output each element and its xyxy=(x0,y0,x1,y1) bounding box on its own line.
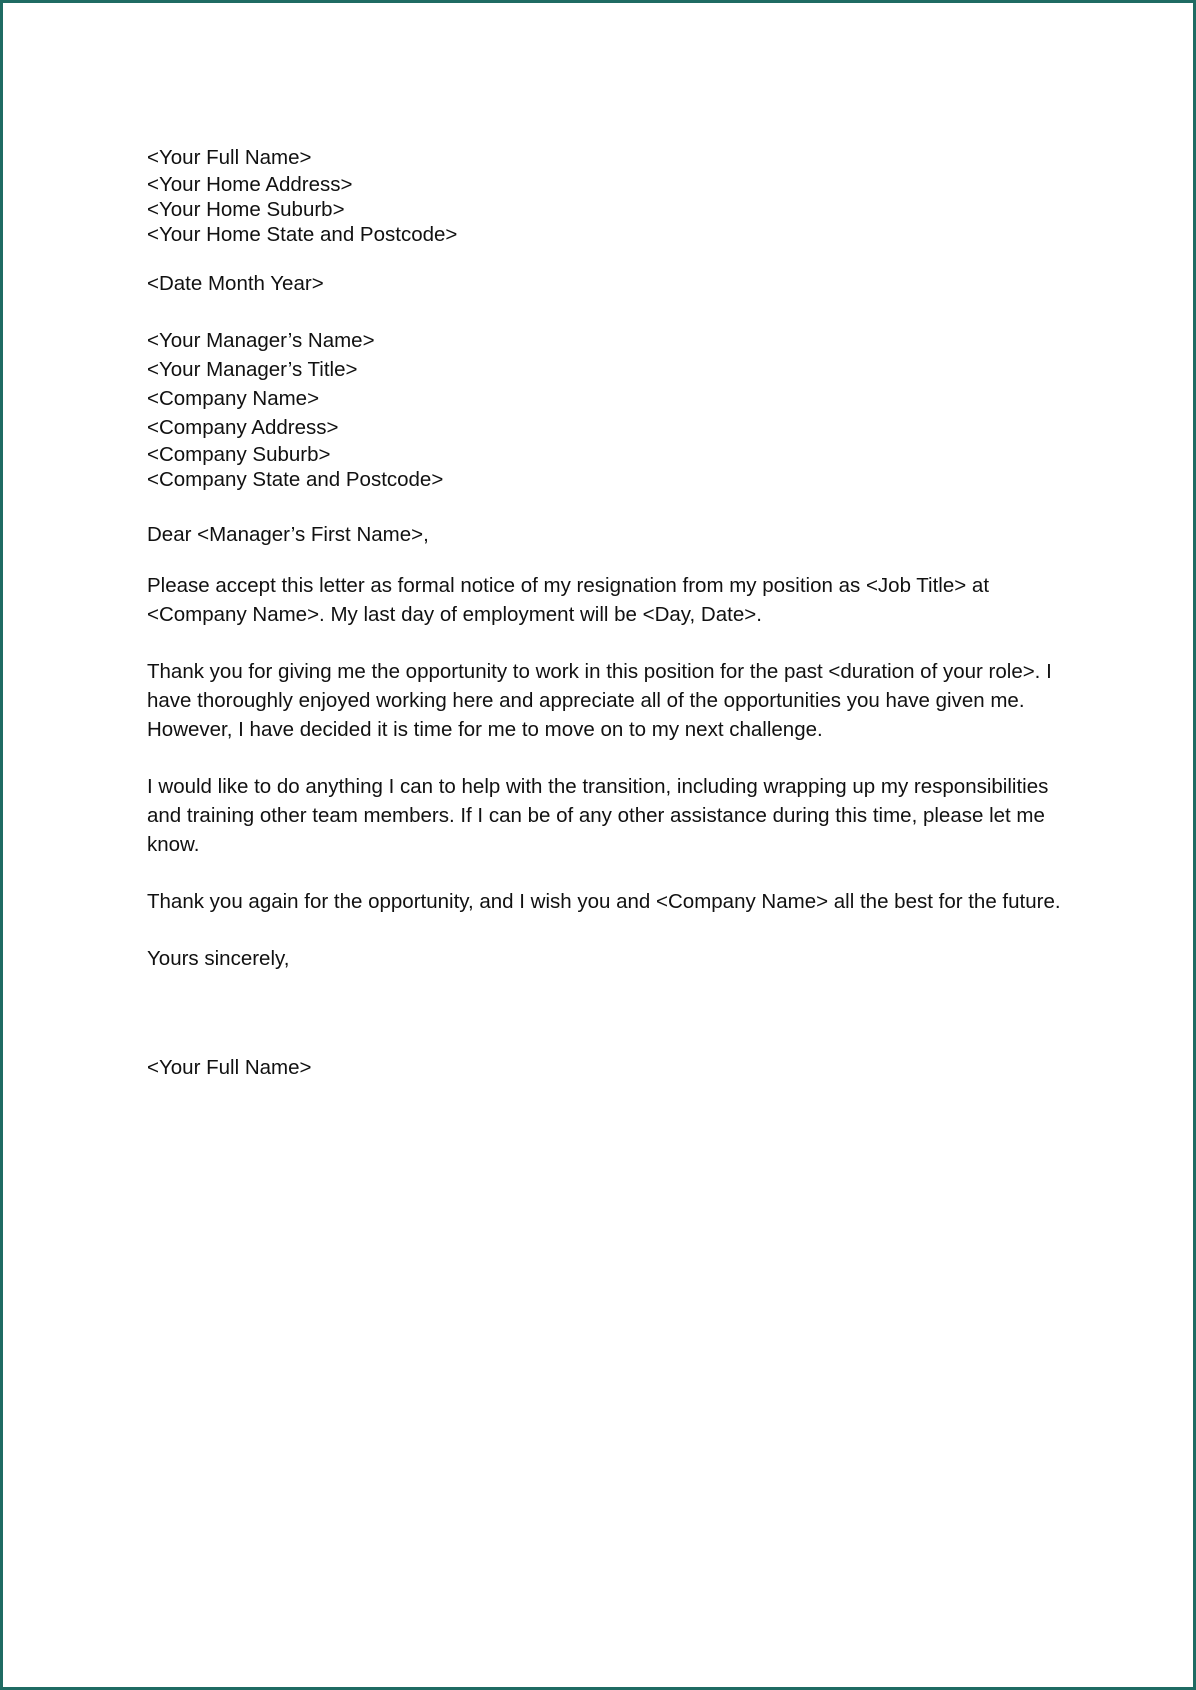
recipient-manager-name: <Your Manager’s Name> xyxy=(147,329,375,352)
spacer xyxy=(147,492,1067,520)
spacer xyxy=(147,247,1067,269)
closing: Yours sincerely, xyxy=(147,947,290,970)
sender-full-name: <Your Full Name> xyxy=(147,146,312,169)
recipient-block xyxy=(147,326,1067,492)
sender-home-suburb: <Your Home Suburb> xyxy=(147,198,345,221)
spacer xyxy=(147,629,1067,657)
paragraph-closing-wishes: Thank you again for the opportunity, and I wish you and <Company Name> all the best for the future. xyxy=(147,890,1061,913)
signature-name: <Your Full Name> xyxy=(147,1056,312,1079)
recipient-company-address: <Company Address> xyxy=(147,416,339,439)
recipient-manager-title: <Your Manager’s Title> xyxy=(147,358,358,381)
letter-body xyxy=(147,143,1067,1082)
spacer xyxy=(147,744,1067,772)
sender-block xyxy=(147,143,1067,247)
signature-space xyxy=(147,973,1067,1053)
sender-home-address: <Your Home Address> xyxy=(147,173,353,196)
paragraph-thanks: Thank you for giving me the opportunity to work in this position for the past <duration of your role>. I have thoroughly enjoyed working here and appreciate all of the opportunities you have given me. However, I have decided it is time for me to move on to my next challenge. xyxy=(147,660,1052,741)
spacer xyxy=(147,549,1067,571)
salutation: Dear <Manager’s First Name>, xyxy=(147,523,429,546)
spacer xyxy=(147,916,1067,944)
spacer xyxy=(147,859,1067,887)
recipient-company-suburb: <Company Suburb> xyxy=(147,443,331,466)
letter-date: <Date Month Year> xyxy=(147,272,324,295)
spacer xyxy=(147,298,1067,326)
recipient-company-state-postcode: <Company State and Postcode> xyxy=(147,468,444,491)
sender-home-state-postcode: <Your Home State and Postcode> xyxy=(147,223,458,246)
paragraph-transition: I would like to do anything I can to help with the transition, including wrapping up my responsibilities and training other team members. If I can be of any other assistance during this time, please let me know. xyxy=(147,775,1049,856)
paragraph-resignation-notice: Please accept this letter as formal notice of my resignation from my position as <Job Title> at <Company Name>. My last day of employment will be <Day, Date>. xyxy=(147,574,990,626)
recipient-company-name: <Company Name> xyxy=(147,387,320,410)
